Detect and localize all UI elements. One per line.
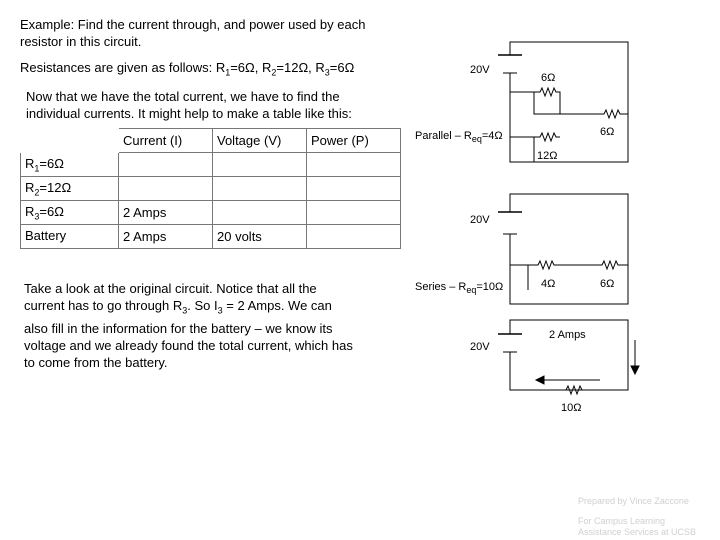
parallel-sub: eq (471, 134, 482, 145)
r1-value: =6Ω, (230, 60, 262, 75)
row-label-main: R (25, 203, 35, 219)
row-label-sub: 3 (34, 211, 40, 222)
row-label-rest: =6Ω (39, 155, 64, 171)
row-label-rest: =12Ω (39, 179, 72, 195)
row-label-main: Battery (25, 227, 67, 243)
r3-symbol: R (315, 60, 325, 75)
table-header-voltage: Voltage (V) (213, 129, 307, 153)
circuit-1 (498, 42, 628, 162)
cell-current: 2 Amps (119, 225, 213, 249)
parallel-value: =4Ω (481, 130, 503, 142)
intro-line-1: Example: Find the current through, and power used by each (20, 17, 366, 32)
r1-subscript: 1 (225, 67, 231, 78)
row-label-main: R (25, 179, 35, 195)
series-text: Series – R (415, 281, 467, 293)
resistor-label-6: 6Ω (600, 278, 615, 290)
cell-voltage: 20 volts (213, 225, 307, 249)
resistor-top (534, 88, 560, 114)
parallel-text: Parallel – R (415, 130, 472, 142)
resistor-4 (528, 261, 564, 269)
current-label: 2 Amps (549, 329, 586, 341)
battery-label-3: 20V (470, 341, 490, 353)
footer-campus: For Campus Learning (578, 516, 666, 526)
r2-subscript: 2 (271, 67, 277, 78)
battery-symbol (498, 55, 522, 73)
explanation-line-2c: = 2 Amps. We can (222, 298, 332, 313)
now-line-2: individual currents. It might help to make a table like this: (26, 106, 352, 121)
battery-symbol (498, 334, 522, 352)
footer-prepared-by: Prepared by Vince Zaccone (578, 496, 689, 506)
explanation-line-1: Take a look at the original circuit. Notice that all the (24, 281, 317, 296)
footer-ucsb: Assistance Services at UCSB (578, 527, 697, 537)
resistances-prefix: Resistances are given as follows: (20, 60, 216, 75)
row-label-sub: 2 (34, 187, 40, 198)
table-header-power: Power (P) (307, 129, 401, 153)
battery-label-2: 20V (470, 214, 490, 226)
resistor-label-4: 4Ω (541, 278, 556, 290)
series-sub: eq (466, 285, 477, 296)
table-header-current: Current (I) (119, 129, 213, 153)
explanation-sub-i3: 3 (217, 305, 223, 316)
explanation-line-2a: current has to go through R (24, 298, 183, 313)
resistor-label-bottom: 12Ω (537, 150, 558, 162)
explanation-line-5: to come from the battery. (24, 354, 168, 370)
resistor-label-right: 6Ω (600, 126, 615, 138)
cell-current: 2 Amps (119, 201, 213, 225)
battery-label-1: 20V (470, 64, 490, 76)
row-label-rest: =6Ω (39, 203, 64, 219)
row-label-sub: 1 (34, 163, 40, 174)
resistor-label-10: 10Ω (561, 402, 582, 414)
intro-line-2: resistor in this circuit. (20, 34, 142, 49)
series-value: =10Ω (476, 281, 504, 293)
r3-value: =6Ω (329, 60, 355, 75)
series-label (415, 281, 503, 297)
resistor-bottom (534, 133, 560, 141)
battery-symbol (498, 212, 522, 234)
now-line-1: Now that we have the total current, we have to find the (26, 89, 340, 104)
r3-subscript: 3 (324, 67, 330, 78)
parallel-label (415, 130, 503, 146)
r1-symbol: R (215, 60, 226, 75)
explanation-line-2b: . So I (187, 298, 218, 313)
resistor-label-top: 6Ω (541, 72, 556, 84)
resistor-6 (596, 261, 628, 269)
r2-symbol: R (261, 60, 272, 75)
explanation-line-3: also fill in the information for the battery – we know its (24, 320, 333, 336)
r2-value: =12Ω, (276, 60, 316, 75)
row-label-main: R (25, 155, 35, 171)
explanation-line-4: voltage and we already found the total current, which has (24, 337, 353, 353)
resistor-right (598, 110, 628, 118)
explanation-sub-r3: 3 (182, 305, 188, 316)
